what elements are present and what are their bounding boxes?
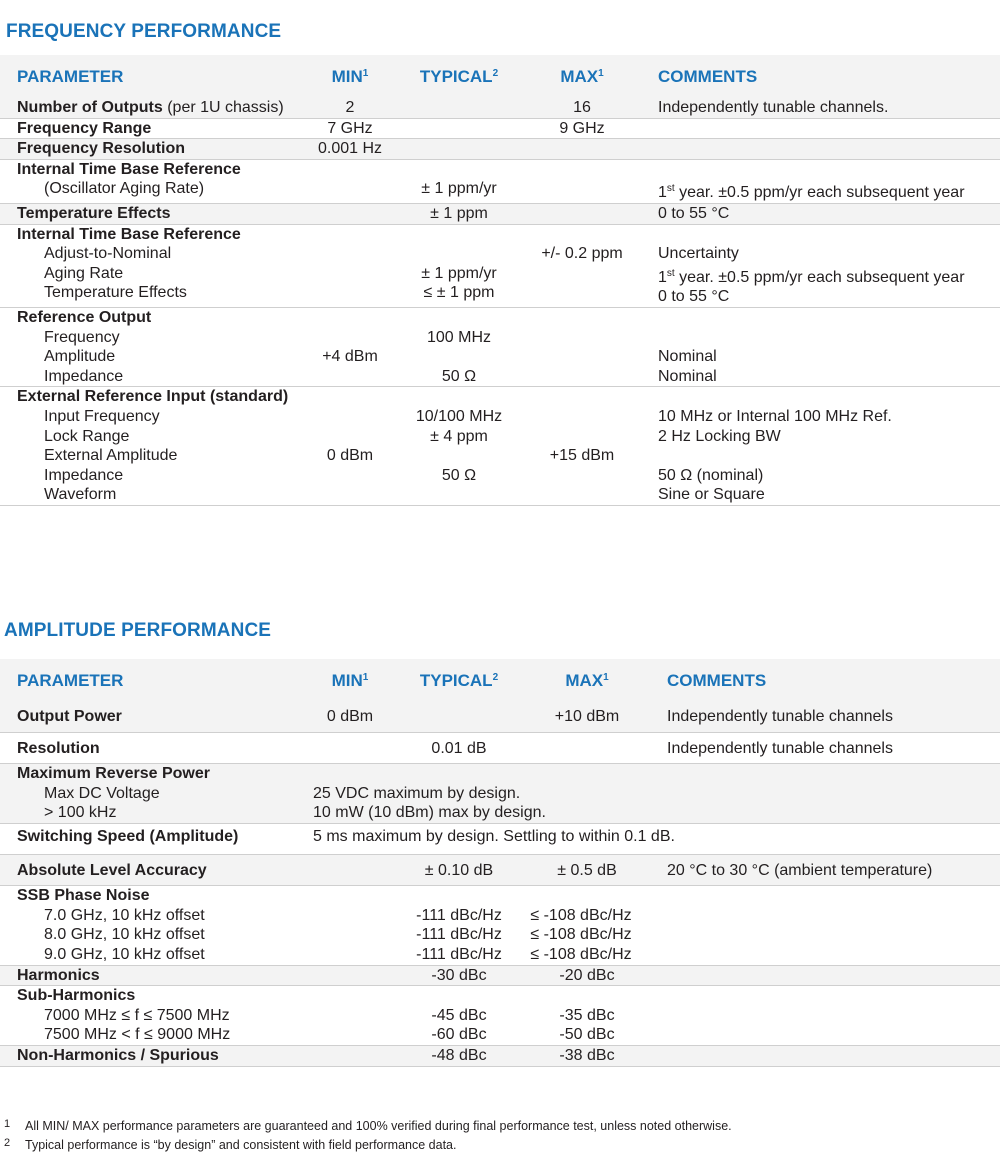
param-sub: Adjust-to-Nominal — [44, 245, 172, 263]
typical-value: -111 dBc/Hz — [416, 945, 502, 963]
table-row — [0, 764, 1000, 824]
header-max: MAX$^1$ — [518, 659, 656, 702]
typical-value: 50 Ω — [441, 466, 477, 484]
param-sub: Frequency — [44, 328, 120, 346]
table-row — [0, 986, 1000, 1046]
typical-value: -60 dBc — [431, 1026, 487, 1044]
typical-value: ± 0.10 dB — [400, 854, 518, 886]
footnote-2: 2 Typical performance is “by design” and consistent with field performance data. — [4, 1137, 457, 1152]
comment: 2 Hz Locking BW — [658, 427, 781, 445]
table-row — [0, 159, 1000, 203]
typical-value: ± 1 ppm — [400, 203, 518, 224]
param-sub: Amplitude — [44, 348, 116, 366]
table-row — [0, 854, 1000, 886]
max-value: ≤ -108 dBc/Hz — [530, 906, 632, 924]
max-value: 16 — [518, 98, 646, 118]
table-row — [0, 1045, 1000, 1066]
table-row — [0, 203, 1000, 224]
spec-value: 10 mW (10 dBm) max by design. — [313, 804, 546, 822]
param-sub: Temperature Effects — [44, 284, 187, 302]
header-min: MIN$^1$ — [300, 55, 400, 98]
comment: 1st year. ±0.5 ppm/yr each subsequent year — [658, 183, 965, 202]
max-value: +/- 0.2 ppm — [541, 245, 623, 263]
min-value: 2 — [300, 98, 400, 118]
param-sub: 8.0 GHz, 10 kHz offset — [44, 926, 205, 944]
param-sub: Waveform — [44, 486, 117, 504]
param-name: Absolute Level Accuracy — [17, 861, 207, 879]
comment: Independently tunable channels — [656, 732, 1000, 764]
table-row — [0, 702, 1000, 732]
typical-value: 0.01 dB — [400, 732, 518, 764]
comment: Nominal — [658, 348, 717, 366]
param-sub: Impedance — [44, 367, 124, 385]
comment: Sine or Square — [658, 486, 765, 504]
param-name: Temperature Effects — [17, 204, 171, 222]
param-sub: 9.0 GHz, 10 kHz offset — [44, 945, 205, 963]
header-min: MIN$^1$ — [300, 659, 400, 702]
comment: 0 to 55 °C — [646, 203, 1000, 224]
table-row — [0, 118, 1000, 139]
param-sub: (Oscillator Aging Rate) — [44, 180, 205, 198]
max-value: -35 dBc — [559, 1006, 615, 1024]
table-row — [0, 307, 1000, 386]
param-sub: 7.0 GHz, 10 kHz offset — [44, 906, 205, 924]
table-row — [0, 387, 1000, 506]
param-name: External Reference Input (standard) — [17, 388, 289, 406]
header-max: MAX$^1$ — [518, 55, 646, 98]
typical-value: 100 MHz — [426, 328, 492, 346]
table-row — [0, 139, 1000, 160]
param-name-suffix: (per 1U chassis) — [162, 99, 284, 116]
param-name: Non-Harmonics / Spurious — [17, 1046, 219, 1064]
footnote-1: 1 All MIN/ MAX performance parameters are guaranteed and 100% verified during final performance test, unless noted otherwise. — [4, 1118, 732, 1133]
param-name: Number of Outputs — [17, 99, 163, 116]
comment: Independently tunable channels — [656, 702, 1000, 732]
min-value: 0 dBm — [300, 702, 400, 732]
typical-value: ≤ ± 1 ppm — [423, 284, 495, 302]
frequency-section-title: FREQUENCY PERFORMANCE — [6, 21, 282, 42]
max-value: +10 dBm — [518, 702, 656, 732]
amplitude-section-title: AMPLITUDE PERFORMANCE — [4, 620, 272, 641]
param-name: Reference Output — [17, 308, 152, 326]
param-name: Switching Speed (Amplitude) — [17, 827, 239, 845]
param-sub: 7000 MHz ≤ f ≤ 7500 MHz — [44, 1006, 230, 1024]
typical-value: -48 dBc — [400, 1045, 518, 1066]
comment: Uncertainty — [658, 245, 739, 263]
typical-value: -111 dBc/Hz — [416, 926, 502, 944]
min-value: 0 dBm — [326, 447, 374, 465]
table-row — [0, 823, 1000, 854]
spec-value: 5 ms maximum by design. Settling to within 0.1 dB. — [300, 823, 1000, 854]
table-row — [0, 965, 1000, 986]
header-parameter: PARAMETER — [0, 55, 300, 98]
max-value: ≤ -108 dBc/Hz — [530, 945, 632, 963]
param-name: Frequency Range — [17, 119, 152, 137]
comment: 20 °C to 30 °C (ambient temperature) — [656, 854, 1000, 886]
param-name: Sub-Harmonics — [17, 987, 136, 1005]
param-name: Harmonics — [17, 966, 100, 984]
comment: 10 MHz or Internal 100 MHz Ref. — [658, 407, 892, 425]
typical-value: ± 1 ppm/yr — [421, 180, 497, 198]
max-value: 9 GHz — [518, 118, 646, 139]
param-sub: External Amplitude — [44, 447, 178, 465]
comment: 50 Ω (nominal) — [658, 466, 764, 484]
header-comments: COMMENTS — [646, 55, 1000, 98]
param-name: Maximum Reverse Power — [17, 765, 210, 783]
typical-value: -30 dBc — [400, 965, 518, 986]
param-sub: Impedance — [44, 466, 124, 484]
param-sub: Lock Range — [44, 427, 130, 445]
min-value: +4 dBm — [322, 348, 378, 366]
param-name: Resolution — [17, 739, 100, 757]
param-sub: > 100 kHz — [44, 804, 117, 822]
comment: Nominal — [658, 367, 717, 385]
typical-value: 50 Ω — [441, 367, 477, 385]
header-typical: TYPICAL$^2$ — [400, 659, 518, 702]
param-sub: Input Frequency — [44, 407, 160, 425]
comment: 0 to 55 °C — [658, 288, 730, 306]
typical-value: ± 4 ppm — [430, 427, 488, 445]
amplitude-header-row — [0, 659, 1000, 702]
min-value: 0.001 Hz — [300, 139, 400, 160]
max-value: -38 dBc — [518, 1045, 656, 1066]
typical-value: 10/100 MHz — [415, 407, 503, 425]
comment: Independently tunable channels. — [646, 98, 1000, 118]
typical-value: ± 1 ppm/yr — [421, 264, 497, 282]
amplitude-table — [0, 659, 1000, 1067]
param-name: SSB Phase Noise — [17, 887, 150, 905]
param-sub: Max DC Voltage — [44, 784, 160, 802]
max-value: -50 dBc — [559, 1026, 615, 1044]
param-sub: 7500 MHz < f ≤ 9000 MHz — [44, 1026, 231, 1044]
param-name: Internal Time Base Reference — [17, 225, 241, 243]
comment: 1st year. ±0.5 ppm/yr each subsequent year — [658, 267, 965, 286]
table-row — [0, 224, 1000, 307]
max-value: ≤ -108 dBc/Hz — [530, 926, 632, 944]
typical-value: -111 dBc/Hz — [416, 906, 502, 924]
max-value: ± 0.5 dB — [518, 854, 656, 886]
table-row — [0, 98, 1000, 118]
frequency-header-row — [0, 55, 1000, 98]
param-sub: Aging Rate — [44, 264, 124, 282]
min-value: 7 GHz — [300, 118, 400, 139]
max-value: -20 dBc — [518, 965, 656, 986]
param-name: Internal Time Base Reference — [17, 160, 241, 178]
param-name: Frequency Resolution — [17, 140, 186, 158]
header-parameter: PARAMETER — [0, 659, 300, 702]
table-row — [0, 886, 1000, 965]
header-typical: TYPICAL$^2$ — [400, 55, 518, 98]
typical-value: -45 dBc — [431, 1006, 487, 1024]
header-comments: COMMENTS — [656, 659, 1000, 702]
param-name: Output Power — [17, 708, 122, 725]
table-row — [0, 732, 1000, 764]
max-value: +15 dBm — [549, 447, 615, 465]
frequency-table — [0, 55, 1000, 506]
spec-value: 25 VDC maximum by design. — [313, 784, 521, 802]
